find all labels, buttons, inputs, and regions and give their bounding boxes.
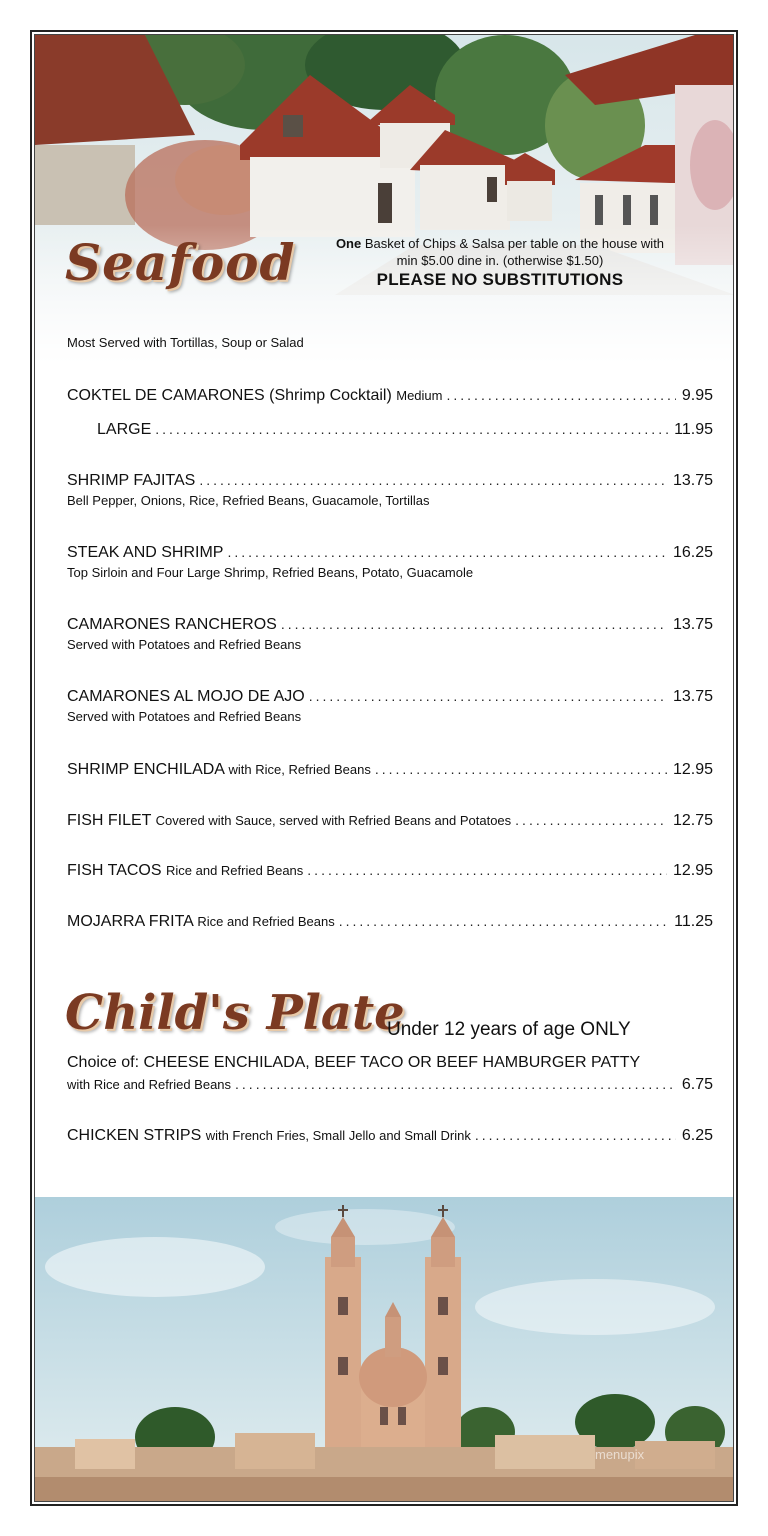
- item-note: Rice and Refried Beans: [165, 863, 304, 878]
- item-name: LARGE: [97, 421, 152, 438]
- dot-leader: [199, 472, 667, 488]
- child-choice-item: [67, 1054, 713, 1094]
- item-price: 13.75: [672, 616, 713, 633]
- item-price: 12.95: [672, 862, 713, 879]
- item-name: FISH TACOS: [67, 862, 162, 879]
- item-description: Top Sirloin and Four Large Shrimp, Refried Beans, Potato, Guacamole: [67, 565, 474, 580]
- childs-plate-title: Child's Plate: [65, 985, 405, 1041]
- item-name: CHICKEN STRIPS: [67, 1127, 202, 1144]
- item-price: 9.95: [681, 387, 713, 404]
- menu-item: [67, 472, 713, 508]
- watermark: menupix: [595, 1447, 645, 1462]
- child-choice-price: 6.75: [681, 1076, 713, 1093]
- item-price: 12.75: [672, 812, 713, 829]
- item-price: 12.95: [672, 761, 713, 778]
- menu-page: [34, 34, 734, 1502]
- item-price: 13.75: [672, 472, 713, 489]
- dot-leader: [475, 1127, 676, 1143]
- seafood-title: Seafood: [65, 233, 296, 292]
- menu-item: [67, 812, 713, 830]
- child-choice-line: Choice of: CHEESE ENCHILADA, BEEF TACO OR BEEF HAMBURGER PATTY: [67, 1054, 641, 1071]
- chips-salsa-notice: [325, 235, 675, 288]
- dot-leader: [447, 387, 676, 403]
- child-choice-note: with Rice and Refried Beans: [67, 1077, 232, 1092]
- item-name: CAMARONES AL MOJO DE AJO: [67, 688, 305, 705]
- dot-leader: [307, 862, 667, 878]
- menu-item: [67, 913, 713, 931]
- item-note: Covered with Sauce, served with Refried Beans and Potatoes: [155, 813, 512, 828]
- item-name: MOJARRA FRITA: [67, 913, 193, 930]
- item-price: 16.25: [672, 544, 713, 561]
- dot-leader: [339, 913, 668, 929]
- item-description: Served with Potatoes and Refried Beans: [67, 637, 302, 652]
- item-description: Served with Potatoes and Refried Beans: [67, 709, 302, 724]
- dot-leader: [309, 688, 667, 704]
- item-name: SHRIMP FAJITAS: [67, 472, 196, 489]
- item-price: 6.25: [681, 1127, 713, 1144]
- no-substitutions-notice: PLEASE NO SUBSTITUTIONS: [376, 270, 624, 289]
- menu-item: [67, 544, 713, 580]
- seafood-subtitle: Most Served with Tortillas, Soup or Salad: [67, 335, 304, 350]
- item-name: STEAK AND SHRIMP: [67, 544, 224, 561]
- item-description: Bell Pepper, Onions, Rice, Refried Beans, Guacamole, Tortillas: [67, 493, 430, 508]
- item-note: with Rice, Refried Beans: [228, 762, 371, 777]
- village-painting: [35, 35, 734, 365]
- item-name: FISH FILET: [67, 812, 152, 829]
- child-age-note: Under 12 years of age ONLY: [387, 1019, 631, 1040]
- item-note: Medium: [396, 388, 443, 403]
- menu-item: [67, 862, 713, 880]
- notice-bold: One: [335, 236, 362, 251]
- dot-leader: [281, 616, 667, 632]
- dot-leader: [227, 544, 666, 560]
- cathedral-painting: [35, 1197, 734, 1502]
- item-name: COKTEL DE CAMARONES (Shrimp Cocktail): [67, 387, 392, 404]
- dot-leader: [235, 1076, 676, 1092]
- item-price: 11.25: [674, 913, 713, 930]
- menu-item: [67, 688, 713, 724]
- item-name: CAMARONES RANCHEROS: [67, 616, 277, 633]
- item-note: Rice and Refried Beans: [197, 914, 335, 929]
- dot-leader: [155, 421, 668, 437]
- item-price: 11.95: [674, 421, 713, 438]
- dot-leader: [515, 812, 667, 828]
- menu-item: [67, 387, 713, 405]
- item-name: SHRIMP ENCHILADA: [67, 761, 225, 778]
- menu-item: [67, 616, 713, 652]
- notice-text: Basket of Chips & Salsa per table on the house with min $5.00 dine in. (otherwise $1.50): [364, 236, 665, 268]
- item-note: with French Fries, Small Jello and Small Drink: [205, 1128, 471, 1143]
- chicken-strips-item: [67, 1127, 713, 1145]
- item-price: 13.75: [672, 688, 713, 705]
- menu-item: [97, 421, 713, 439]
- dot-leader: [375, 761, 667, 777]
- menu-item: [67, 761, 713, 779]
